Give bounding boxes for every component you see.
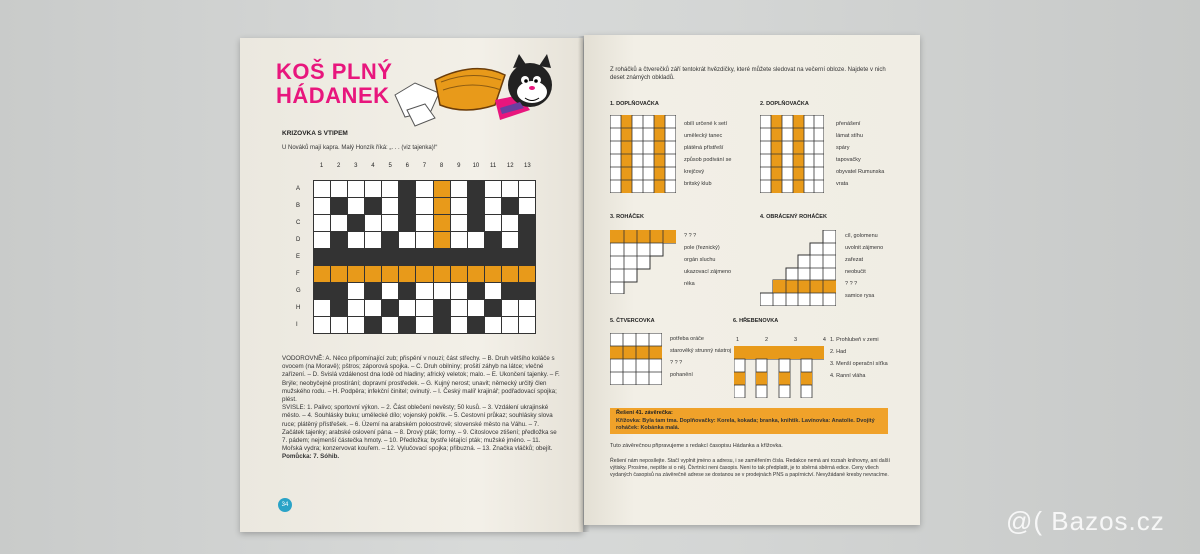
crossword-cell xyxy=(468,300,484,316)
crossword-cell xyxy=(331,300,347,316)
crossword-cell xyxy=(348,266,364,282)
crossword-cell xyxy=(519,266,535,282)
crossword-cell xyxy=(519,232,535,248)
crossword-column-numbers xyxy=(313,163,536,169)
crossword-cell xyxy=(416,215,432,231)
crossword-cell xyxy=(416,198,432,214)
crossword-cell xyxy=(451,300,467,316)
hrebenovka-number: 4 xyxy=(822,337,826,343)
crossword-cell xyxy=(519,198,535,214)
crossword-cell xyxy=(314,249,330,265)
section5-clues xyxy=(670,335,731,383)
crossword-cell xyxy=(434,249,450,265)
crossword-cell xyxy=(399,232,415,248)
crossword-cell xyxy=(502,198,518,214)
crossword-cell xyxy=(468,215,484,231)
column-number: 10 xyxy=(472,163,480,169)
crossword-cell xyxy=(468,249,484,265)
crossword-cell xyxy=(468,317,484,333)
obraceny-rohacek-grid xyxy=(760,230,836,306)
crossword-cell xyxy=(314,181,330,197)
crossword-intro: U Nováků mají kapra. Malý Honzík říká: „. . . (viz tajenka)!“ xyxy=(282,145,438,151)
clue-item: vrata xyxy=(836,181,849,187)
column-number: 13 xyxy=(524,163,531,169)
crossword-cell xyxy=(314,232,330,248)
clue-item: pole (řeznický) xyxy=(684,245,720,251)
clue-item: obilí určené k setí xyxy=(684,121,728,127)
crossword-cell xyxy=(451,232,467,248)
doplnovacka-1-grid xyxy=(610,115,676,193)
crossword-cell xyxy=(365,317,381,333)
crossword-cell xyxy=(485,198,501,214)
hrebenovka-grid xyxy=(734,346,824,398)
clue-item: ukazovací zájmeno xyxy=(684,269,732,275)
crossword-cell xyxy=(485,232,501,248)
crossword-cell xyxy=(519,283,535,299)
hrebenovka-number: 3 xyxy=(793,337,797,343)
crossword-cell xyxy=(331,232,347,248)
crossword-cell xyxy=(331,181,347,197)
section1-title: 1. DOPLŇOVAČKA xyxy=(610,101,659,107)
crossword-cell xyxy=(331,283,347,299)
section3-clues xyxy=(684,232,731,292)
clue-item: lámat stíhu xyxy=(836,133,863,139)
crossword-cell xyxy=(365,300,381,316)
crossword-cell xyxy=(382,283,398,299)
solution-box xyxy=(610,408,888,434)
crossword-cell xyxy=(485,249,501,265)
crossword-cell xyxy=(348,215,364,231)
clue-item: zařezat xyxy=(845,257,864,263)
crossword-cell xyxy=(502,317,518,333)
crossword-cell xyxy=(348,181,364,197)
doplnovacka-2-grid xyxy=(760,115,824,193)
crossword-grid xyxy=(313,180,536,334)
section2-clues xyxy=(836,120,884,192)
crossword-cell xyxy=(434,215,450,231)
crossword-cell xyxy=(399,283,415,299)
crossword-cell xyxy=(468,198,484,214)
clue-item: britský klub xyxy=(684,181,712,187)
clue-item: ? ? ? xyxy=(845,281,858,287)
crossword-cell xyxy=(382,181,398,197)
row-letter: G xyxy=(296,288,301,295)
section4-clues xyxy=(845,232,883,304)
section6-numbers xyxy=(736,336,826,344)
crossword-cell xyxy=(348,300,364,316)
clue-item: potřeba oráče xyxy=(670,336,704,342)
crossword-cell xyxy=(502,181,518,197)
crossword-cell xyxy=(399,215,415,231)
crossword-cell xyxy=(502,215,518,231)
clue-item: krejčový xyxy=(684,169,705,175)
crossword-cell xyxy=(434,283,450,299)
column-number: 5 xyxy=(388,163,392,169)
clue-item: způsob podivání se xyxy=(684,157,732,163)
crossword-cell xyxy=(485,317,501,333)
crossword-cell xyxy=(365,266,381,282)
row-letter: I xyxy=(296,322,298,329)
crossword-cell xyxy=(451,215,467,231)
crossword-cell xyxy=(416,266,432,282)
row-letter: A xyxy=(296,185,301,192)
crossword-cell xyxy=(348,283,364,299)
clue-item: spáry xyxy=(836,145,850,151)
section3-title: 3. ROHÁČEK xyxy=(610,214,644,220)
crossword-cell xyxy=(416,181,432,197)
crossword-cell xyxy=(365,232,381,248)
crossword-cell xyxy=(502,266,518,282)
crossword-cell xyxy=(451,198,467,214)
column-number: 2 xyxy=(336,163,341,169)
row-letter: D xyxy=(296,236,301,243)
row-letter: E xyxy=(296,253,301,260)
clue-item: cíl, golomenu xyxy=(845,233,878,239)
crossword-cell xyxy=(451,317,467,333)
hrebenovka-number: 1 xyxy=(736,337,740,343)
clue-item: samice rysa xyxy=(845,293,875,299)
crossword-cell xyxy=(399,249,415,265)
crossword-cell xyxy=(365,198,381,214)
clue-item: 1. Prohlubeň v zemi xyxy=(830,337,879,343)
crossword-cell xyxy=(502,232,518,248)
clue-item: starověký strunný nástroj xyxy=(670,348,732,354)
crossword-cell xyxy=(485,300,501,316)
clue-item: neobučit xyxy=(845,269,866,275)
crossword-cell xyxy=(314,300,330,316)
crossword-cell xyxy=(399,181,415,197)
crossword-cell xyxy=(399,317,415,333)
clue-item: 3. Menší operační síťka xyxy=(830,361,888,367)
crossword-cell xyxy=(451,181,467,197)
column-number: 4 xyxy=(371,163,375,169)
clue-item: ? ? ? xyxy=(670,360,683,366)
clue-item: 2. Had xyxy=(830,349,847,355)
clues-vertical: SVISLE: 1. Palivo; sportovní výkon. – 2. Část oblečení nevěsty; 50 kusů. – 3. Vzdálení ukrajinské město. – 4. Souhlásky buku; umělecké dílo; vojenský pokřik. – 5. Cestovní průkaz; souhlásky slova ruce; plátěný přístřešek. – 6. Území na arabském poloostrově; slovenské město na Váhu. – 7. Začátek tajenky; arabské oslovení pána. – 8. Drový pták; formy. – 9. Citoslovce ztišení; předložka se 7. pádem; nejmenší částečka hmoty. – 10. Předložka; bystře létající pták; mužské jméno. – 11. Mořská vydra; konzervovat kouřem. – 12. Vylučovací spojka; přibuzná. – 13. Značka vláčků; obejít. xyxy=(282,404,557,453)
page-title: KOŠ PLNÝ HÁDANEK xyxy=(276,59,393,108)
clue-item: uvolnit zájmeno xyxy=(845,245,884,251)
row-letter: F xyxy=(296,271,300,278)
section4-title: 4. OBRÁCENÝ ROHÁČEK xyxy=(760,214,827,220)
section2-title: 2. DOPLŇOVAČKA xyxy=(760,101,809,107)
crossword-cell xyxy=(331,198,347,214)
clue-item: plátěná přístřeší xyxy=(684,145,724,151)
crossword-cell xyxy=(485,266,501,282)
crossword-cell xyxy=(331,215,347,231)
crossword-cell xyxy=(519,215,535,231)
crossword-cell xyxy=(416,317,432,333)
hrebenovka-number: 2 xyxy=(764,337,769,343)
crossword-cell xyxy=(365,215,381,231)
crossword-cell xyxy=(331,266,347,282)
row-letter: H xyxy=(296,305,301,312)
row-letter: C xyxy=(296,219,301,226)
clues-horizontal: VODOROVNĚ: A. Něco připomínající zub; přispění v nouzi; část střechy. – B. Druh většího koláče s ovocem (na Moravě); pštros; záporová spojka. – C. Druh obilniny; prošití záhyb na látce; vlečné zařízení. – D. Svislá vzdálenost dna lodě od hladiny; africký veletok; malo. – E. Ukončení tajenky. – F. Brýle; neobyčejné prostírání; dopravní prostředek. – G. Kujný nerost; unavit; německý určitý člen mužského rodu. – H. Podpěra; infekční činitel; ovinutý. – I. Český malíř krajinář; podřadovací spojka; plést. xyxy=(282,355,560,404)
crossword-cell xyxy=(502,283,518,299)
column-number: 12 xyxy=(506,163,514,169)
crossword-cell xyxy=(382,198,398,214)
crossword-clues xyxy=(282,355,562,462)
column-number: 3 xyxy=(354,163,358,169)
crossword-cell xyxy=(382,300,398,316)
crossword-cell xyxy=(519,317,535,333)
crossword-cell xyxy=(434,181,450,197)
crossword-cell xyxy=(468,181,484,197)
crossword-cell xyxy=(348,198,364,214)
clue-item: réka xyxy=(684,281,695,287)
crossword-cell xyxy=(382,266,398,282)
crossword-cell xyxy=(434,198,450,214)
clue-item: obyvatel Rumunska xyxy=(836,169,885,175)
watermark: @( Bazos.cz xyxy=(1006,506,1165,536)
crossword-cell xyxy=(502,249,518,265)
section6-clues xyxy=(830,336,888,384)
crossword-cell xyxy=(314,198,330,214)
crossword-cell xyxy=(416,283,432,299)
crossword-cell xyxy=(365,181,381,197)
clue-item: 4. Ranní vláha xyxy=(830,373,866,379)
crossword-cell xyxy=(519,181,535,197)
crossword-cell xyxy=(485,215,501,231)
crossword-cell xyxy=(382,249,398,265)
crossword-cell xyxy=(468,232,484,248)
crossword-cell xyxy=(365,249,381,265)
section5-title: 5. ČTVERCOVKA xyxy=(610,318,655,324)
clue-item: tapovačky xyxy=(836,157,861,163)
crossword-cell xyxy=(434,317,450,333)
footer-notice: Řešení nám neposílejte. Stačí vyplnit jméno a adresu, i se zaměřením čísla. Redakce nemá ani rozsah knihovny, ani další výtisky. Prosíme, nepište si o něj. Čtvrtníci neni časopis. Neni to tak předplatit, je to sběrná sběrná edice. Ceny všech vydaných časopisů na závěrečně adrese se dostanou se v prodejnách PNS a papírnictví. Nevyžádané kresby nevracíme. xyxy=(610,458,890,478)
ctvercovka-grid xyxy=(610,333,662,385)
column-number: 6 xyxy=(405,163,409,169)
crossword-cell xyxy=(314,283,330,299)
crossword-cell xyxy=(434,266,450,282)
section1-clues xyxy=(684,120,731,192)
crossword-cell xyxy=(314,266,330,282)
footer-credit: Tuto závěrečnou připravujeme s redakcí časopisu Hádanka a křížovka. xyxy=(610,443,783,449)
crossword-cell xyxy=(382,317,398,333)
crossword-cell xyxy=(451,249,467,265)
solution-text: Křížovka: Byla tam tma. Doplňovačky: Korela, kokada; branka, knihtik. Lavínovka: Anatolie. Dvojitý roháček: Kobánka malá. xyxy=(616,418,875,431)
crossword-cell xyxy=(468,266,484,282)
crossword-subtitle: KRIZOVKA S VTIPEM xyxy=(282,130,348,137)
crossword-cell xyxy=(502,300,518,316)
crossword-cell xyxy=(434,300,450,316)
crossword-cell xyxy=(399,198,415,214)
page-number-badge: 34 xyxy=(278,498,292,512)
column-number: 1 xyxy=(319,163,324,169)
crossword-cell xyxy=(485,283,501,299)
crossword-cell xyxy=(416,232,432,248)
section6-title: 6. HŘEBENOVKA xyxy=(733,318,779,324)
column-number: 9 xyxy=(457,163,461,169)
crossword-cell xyxy=(451,266,467,282)
column-number: 7 xyxy=(422,163,427,169)
crossword-cell xyxy=(519,300,535,316)
crossword-cell xyxy=(416,249,432,265)
crossword-cell xyxy=(519,249,535,265)
crossword-cell xyxy=(434,232,450,248)
clue-item: pohanění xyxy=(670,372,693,378)
crossword-row-letters xyxy=(296,180,301,334)
crossword-cell xyxy=(399,300,415,316)
row-letter: B xyxy=(296,202,301,209)
crossword-cell xyxy=(314,215,330,231)
crossword-cell xyxy=(348,317,364,333)
crossword-cell xyxy=(399,266,415,282)
crossword-cell xyxy=(331,249,347,265)
clue-item: orgán sluchu xyxy=(684,257,716,263)
crossword-cell xyxy=(348,249,364,265)
clue-item: umělecký tanec xyxy=(684,133,723,139)
solution-title: Řešení 41. závěrečka: xyxy=(616,410,673,416)
crossword-cell xyxy=(485,181,501,197)
crossword-cell xyxy=(314,317,330,333)
clue-item: ? ? ? xyxy=(684,233,697,239)
column-number: 11 xyxy=(489,163,497,169)
crossword-cell xyxy=(416,300,432,316)
cat-with-basket-illustration xyxy=(385,50,565,140)
crossword-cell xyxy=(382,232,398,248)
crossword-cell xyxy=(468,283,484,299)
clue-item: přenášení xyxy=(836,121,861,127)
crossword-cell xyxy=(331,317,347,333)
crossword-cell xyxy=(382,215,398,231)
crossword-cell xyxy=(348,232,364,248)
crossword-cell xyxy=(365,283,381,299)
crossword-cell xyxy=(451,283,467,299)
right-intro: Z roháčků a čtverečků září tentokrát hvězdičky, které můžete sledovat na večerní obloze. Najdete v nich deset známých obkladů. xyxy=(610,67,886,81)
rohacek-grid xyxy=(610,230,676,294)
column-number: 8 xyxy=(439,163,444,169)
clues-hint: Pomůcka: 7. Sóhib. xyxy=(282,453,340,461)
